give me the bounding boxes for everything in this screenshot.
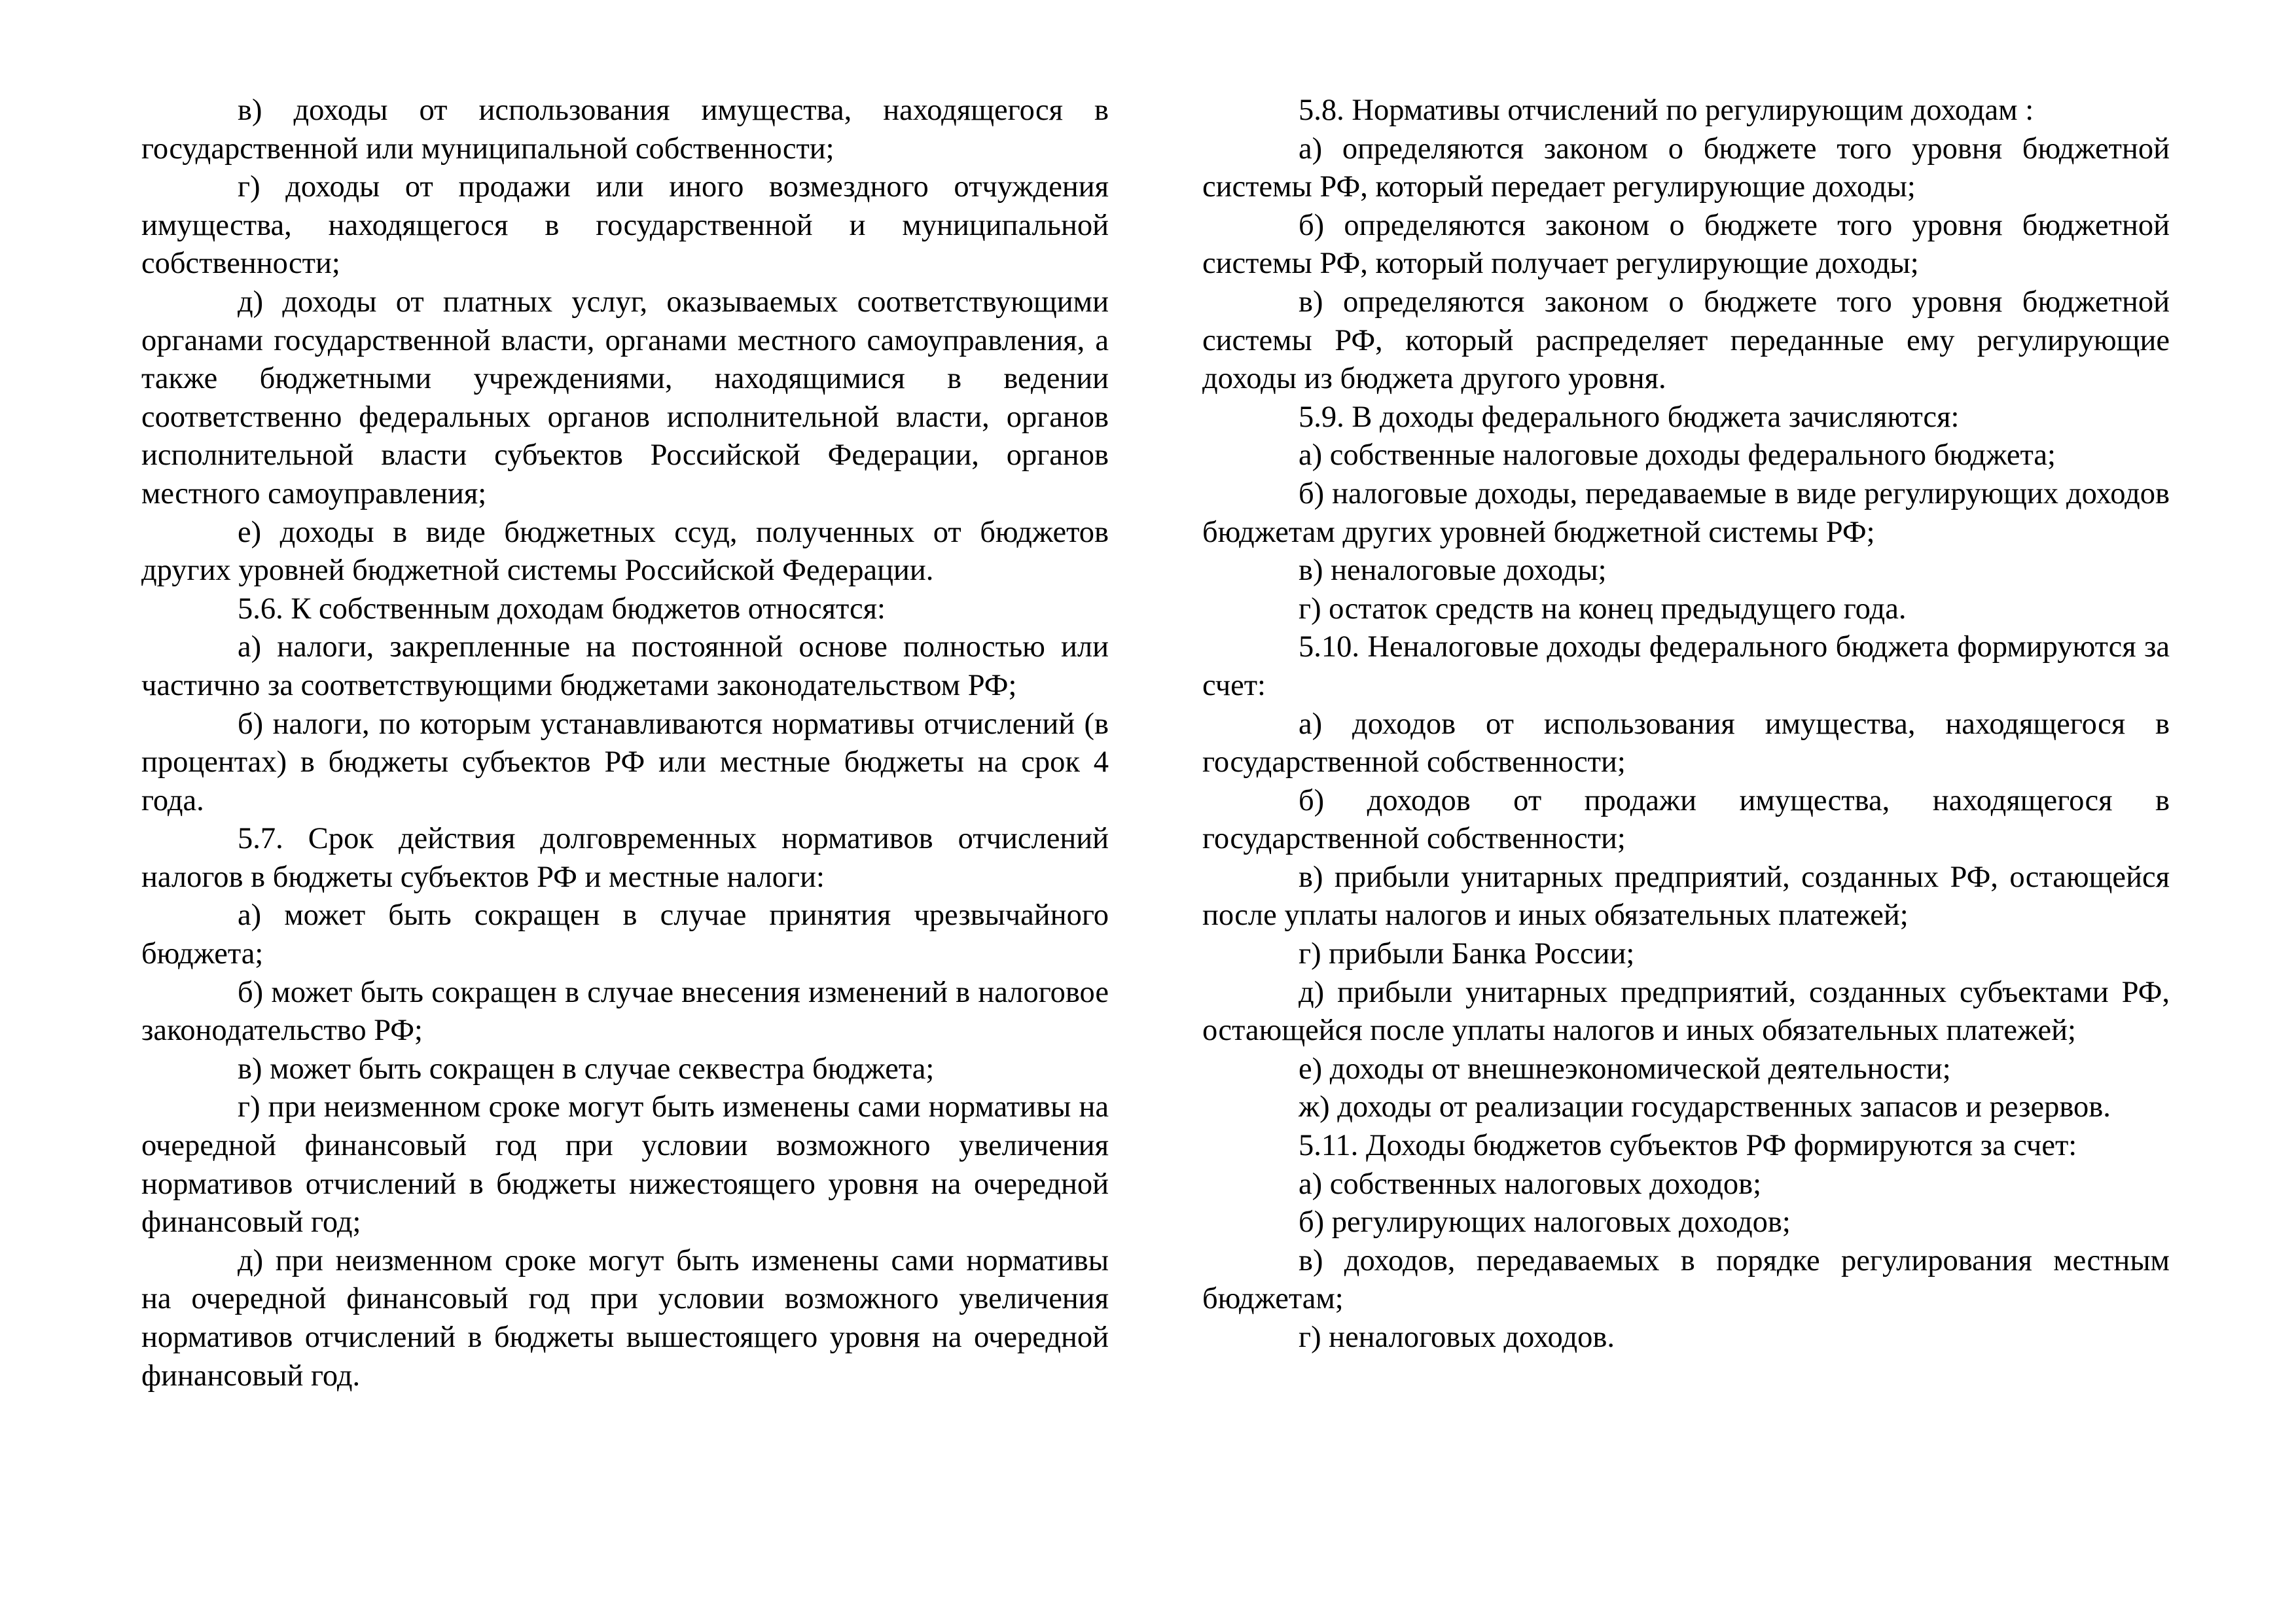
- paragraph: а) определяются законом о бюджете того уровня бюджетной системы РФ, который передает регулирующие доходы;: [1202, 132, 2170, 204]
- paragraph: в) неналоговые доходы;: [1299, 554, 1607, 588]
- paragraph: б) доходов от продажи имущества, находящегося в государственной собственности;: [1202, 783, 2170, 856]
- paragraph: а) доходов от использования имущества, находящегося в государственной собственности;: [1202, 707, 2170, 779]
- paragraph: д) прибыли унитарных предприятий, созданных субъектами РФ, остающейся после уплаты налогов и иных обязательных платежей;: [1202, 975, 2170, 1048]
- paragraph: ж) доходы от реализации государственных запасов и резервов.: [1299, 1090, 2111, 1124]
- paragraph: а) может быть сокращен в случае принятия чрезвычайного бюджета;: [141, 899, 1109, 971]
- paragraph: а) собственные налоговые доходы федерального бюджета;: [1299, 438, 2056, 473]
- left-column: [141, 92, 1109, 1395]
- paragraph: в) доходов, передаваемых в порядке регулирования местным бюджетам;: [1202, 1243, 2170, 1316]
- section-heading-5-9: 5.9. В доходы федерального бюджета зачисляются:: [1299, 400, 1960, 434]
- paragraph: г) неналоговых доходов.: [1299, 1321, 1615, 1354]
- section-heading-5-10: 5.10. Неналоговые доходы федерального бюджета формируются за счет:: [1202, 630, 2170, 702]
- paragraph: б) налоговые доходы, передаваемые в виде регулирующих доходов бюджетам других уровней бюджетной системы РФ;: [1202, 476, 2170, 549]
- paragraph: е) доходы в виде бюджетных ссуд, полученных от бюджетов других уровней бюджетной системы Российской Федерации.: [141, 515, 1109, 588]
- paragraph: б) может быть сокращен в случае внесения изменений в налоговое законодательство РФ;: [141, 975, 1109, 1048]
- section-heading-5-11: 5.11. Доходы бюджетов субъектов РФ формируются за счет:: [1299, 1129, 2077, 1163]
- paragraph: в) доходы от использования имущества, находящегося в государственной или муниципальной собственности;: [141, 94, 1109, 166]
- section-heading-5-6: 5.6. К собственным доходам бюджетов относятся:: [238, 592, 886, 626]
- paragraph: г) прибыли Банка России;: [1299, 937, 1635, 971]
- paragraph: в) прибыли унитарных предприятий, созданных РФ, остающейся после уплаты налогов и иных обязательных платежей;: [1202, 860, 2170, 933]
- section-heading-5-8: 5.8. Нормативы отчислений по регулирующим доходам :: [1299, 94, 2034, 127]
- paragraph: а) собственных налоговых доходов;: [1299, 1167, 1762, 1201]
- paragraph: д) доходы от платных услуг, оказываемых соответствующими органами государственной власти, органами местного самоуправления, а также бюджетными учреждениями, находящимися в ведении соответственно федеральных органов исполнительной власти, органов исполнительной власти субъектов Российской Федерации, органов местного самоуправления;: [141, 285, 1109, 510]
- paragraph: б) налоги, по которым устанавливаются нормативы отчислений (в процентах) в бюджеты субъектов РФ или местные бюджеты на срок 4 года.: [141, 707, 1109, 817]
- paragraph: д) при неизменном сроке могут быть изменены сами нормативы на очередной финансовый год при условии возможного увеличения нормативов отчислений в бюджеты вышестоящего уровня на очередной финансовый год.: [141, 1243, 1109, 1393]
- paragraph: а) налоги, закрепленные на постоянной основе полностью или частично за соответствующими бюджетами законодательством РФ;: [141, 630, 1109, 702]
- paragraph: г) при неизменном сроке могут быть изменены сами нормативы на очередной финансовый год при условии возможного увеличения нормативов отчислений в бюджеты нижестоящего уровня на очередной финансовый год;: [141, 1090, 1109, 1240]
- paragraph: в) определяются законом о бюджете того уровня бюджетной системы РФ, который распределяет переданные ему регулирующие доходы из бюджета другого уровня.: [1202, 285, 2170, 396]
- section-heading-5-7: 5.7. Срок действия долговременных нормативов отчислений налогов в бюджеты субъектов РФ и местные налоги:: [141, 822, 1109, 894]
- paragraph: г) доходы от продажи или иного возмездного отчуждения имущества, находящегося в государственной и муниципальной собственности;: [141, 170, 1109, 281]
- right-column: [1202, 92, 2170, 1357]
- paragraph: в) может быть сокращен в случае секвестра бюджета;: [238, 1052, 935, 1086]
- paragraph: г) остаток средств на конец предыдущего года.: [1299, 592, 1907, 626]
- paragraph: б) регулирующих налоговых доходов;: [1299, 1205, 1791, 1240]
- paragraph: е) доходы от внешнеэкономической деятельности;: [1299, 1052, 1951, 1086]
- paragraph: б) определяются законом о бюджете того уровня бюджетной системы РФ, который получает регулирующие доходы;: [1202, 208, 2170, 281]
